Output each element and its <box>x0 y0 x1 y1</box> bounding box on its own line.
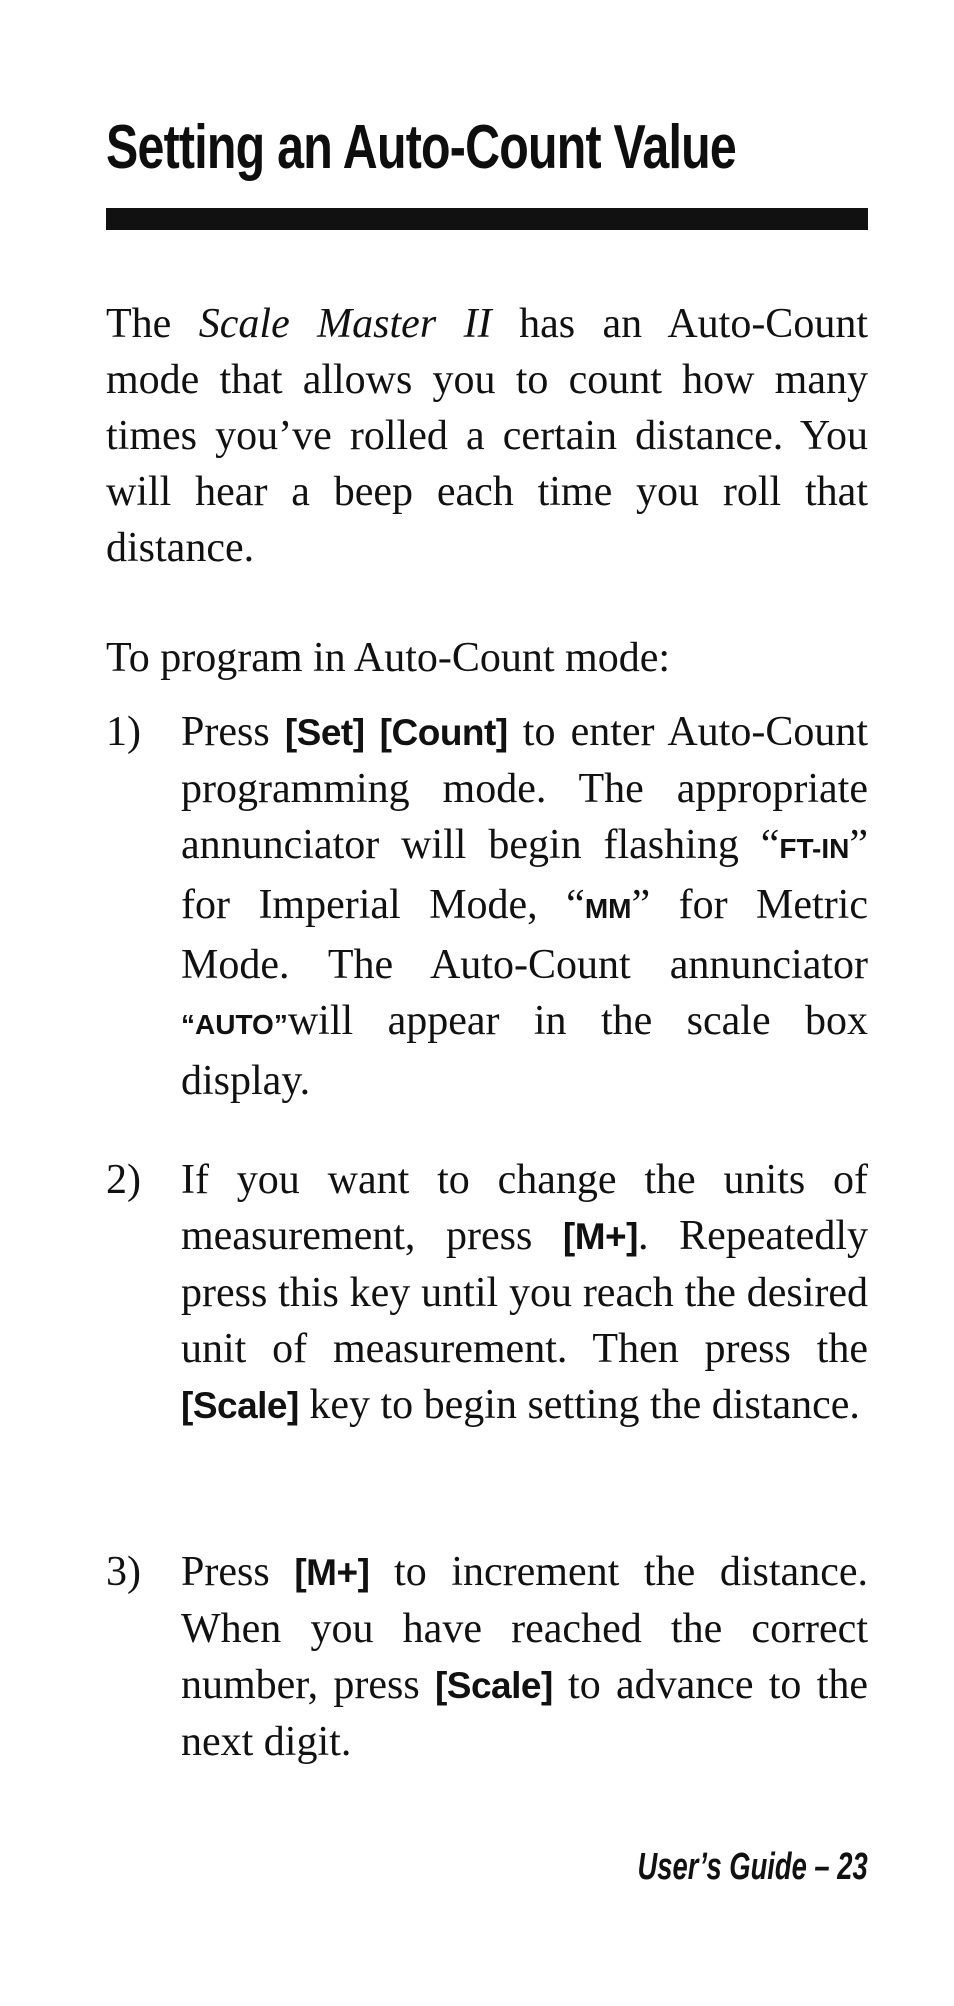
scale-key-label: [Scale] <box>181 1385 299 1426</box>
text-run: to enter Auto-Count programming mode. The appropriate annunciator will begin flashing “ <box>181 709 868 868</box>
lead-in-text: To program in Auto-Count mode: <box>106 635 671 681</box>
text-run: will appear in the scale box display. <box>181 998 868 1104</box>
section-heading: Setting an Auto-Count Value <box>106 113 736 182</box>
auto-annunciator: “AUTO” <box>181 1009 288 1040</box>
step-number: 1) <box>106 709 141 755</box>
step-text <box>181 1544 868 1770</box>
product-name: Scale Master II <box>198 301 492 347</box>
text-run: ” for Imperial Mode, “ <box>181 822 868 928</box>
m-plus-key-label: [M+] <box>562 1216 638 1257</box>
intro-text-end: has an Auto-Count mode that allows you to count how many times you’ve rolled a certain distance. You will hear a beep each time you roll that distance. <box>106 301 868 571</box>
count-key-label: [Count] <box>379 712 508 753</box>
heading-rule <box>106 208 868 230</box>
step-text <box>181 704 868 1109</box>
page-footer: User’s Guide – 23 <box>637 1846 868 1888</box>
manual-page <box>106 0 868 2006</box>
text-run: . Repeatedly press this key until you reach the desired unit of measurement. Then press the <box>181 1213 868 1372</box>
mm-annunciator: MM <box>584 893 632 924</box>
step-number: 3) <box>106 1549 141 1595</box>
text-run: Press <box>181 1549 295 1595</box>
text-run: key to begin setting the distance. <box>298 1382 860 1428</box>
text-run: to increment the distance. When you have reached the correct number, press <box>181 1549 868 1708</box>
text-run: ” for Metric Mode. The Auto-Count annunciator <box>181 882 868 988</box>
ft-in-annunciator: FT-IN <box>779 833 850 864</box>
text-run: If you want to change the units of measurement, press <box>181 1157 868 1259</box>
step-text <box>181 1152 868 1434</box>
intro-paragraph <box>106 296 868 576</box>
set-key-label: [Set] <box>284 712 365 753</box>
text-run: to advance to the next digit. <box>181 1662 868 1765</box>
m-plus-key-label: [M+] <box>294 1552 370 1593</box>
scale-key-label: [Scale] <box>434 1665 553 1706</box>
text-run <box>365 709 380 755</box>
text-run: Press <box>181 709 285 755</box>
step-number: 2) <box>106 1157 141 1203</box>
intro-text-start: The <box>106 301 199 347</box>
